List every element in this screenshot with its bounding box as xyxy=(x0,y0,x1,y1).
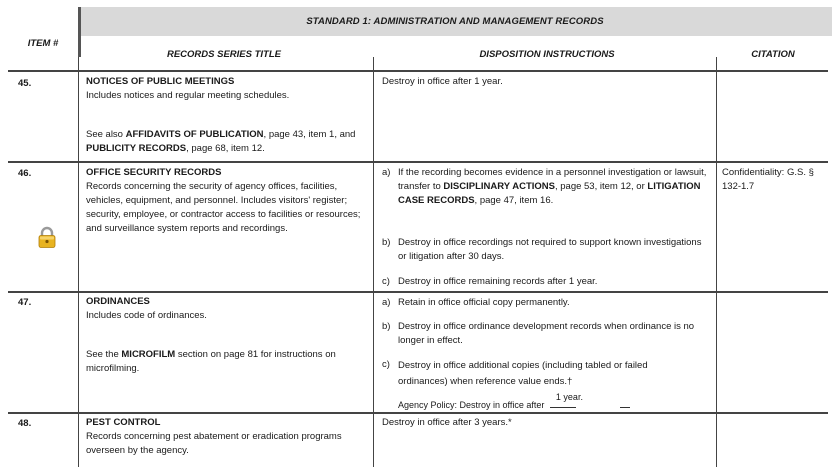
column-rule xyxy=(373,57,374,467)
disposition-item-a: a) Retain in office official copy permanently. xyxy=(382,297,570,308)
citation-cell-46: Confidentiality: G.S. § 132-1.7 xyxy=(722,167,814,192)
disposition-item-b: b) Destroy in office recordings not required to support known investigations or litigation after 30 days. xyxy=(382,237,702,262)
standard-title: STANDARD 1: ADMINISTRATION AND MANAGEMENT RECORDS xyxy=(306,16,604,27)
series-title: OFFICE SECURITY RECORDS xyxy=(86,167,222,178)
row-divider xyxy=(8,291,828,293)
agency-policy: Agency Policy: Destroy in office after 1 year. xyxy=(398,396,698,412)
item-number: 45. xyxy=(18,78,32,89)
lock-icon xyxy=(37,226,57,248)
disposition-cell-45: Destroy in office after 1 year. xyxy=(382,76,503,87)
series-title: PEST CONTROL xyxy=(86,417,161,428)
column-rule xyxy=(716,57,717,467)
series-title: ORDINANCES xyxy=(86,296,150,307)
citation-column-header: CITATION xyxy=(751,49,795,60)
microfilm-note: See the MICROFILM section on page 81 for instructions on microfilming. xyxy=(86,349,336,374)
series-column-header: RECORDS SERIES TITLE xyxy=(166,49,281,60)
series-description: Records concerning the security of agency offices, facilities, vehicles, equipment, and personnel. Includes visitors' register; security, employee, or contractor access to facilities or resources; and surveillance system reports and recordings. xyxy=(86,181,361,234)
series-cell-47 xyxy=(86,295,372,376)
row-divider xyxy=(8,161,828,163)
policy-blank-end xyxy=(620,396,630,408)
header-bottom-rule xyxy=(8,70,828,72)
disposition-cell-48: Destroy in office after 3 years.* xyxy=(382,417,512,428)
series-cell-48 xyxy=(86,416,372,458)
disposition-item-b: b) Destroy in office ordinance development records when ordinance is no longer in effect. xyxy=(382,321,695,346)
policy-blank: 1 year. xyxy=(550,396,576,408)
item-number: 46. xyxy=(18,168,32,179)
series-title: NOTICES OF PUBLIC MEETINGS xyxy=(86,76,235,87)
row-divider xyxy=(8,412,828,414)
series-description: Includes notices and regular meeting schedules. xyxy=(86,90,290,101)
see-also-note: See also AFFIDAVITS OF PUBLICATION, page 43, item 1, and PUBLICITY RECORDS, page 68, item 12. xyxy=(86,129,356,154)
series-description: Includes code of ordinances. xyxy=(86,310,207,321)
series-cell-45 xyxy=(86,75,368,156)
series-description: Records concerning pest abatement or eradication programs overseen by the agency. xyxy=(86,431,342,456)
item-column-header: ITEM # xyxy=(27,38,59,49)
series-cell-46 xyxy=(86,166,372,236)
column-rule xyxy=(78,57,79,467)
disposition-item-c: c) Destroy in office additional copies (including tabled or failed ordinances) when reference value ends.† xyxy=(382,359,648,387)
disposition-column-header: DISPOSITION INSTRUCTIONS xyxy=(479,49,615,60)
item-number: 48. xyxy=(18,418,32,429)
disposition-item-c: c) Destroy in office remaining records after 1 year. xyxy=(382,276,598,287)
disposition-item-a: a) If the recording becomes evidence in a personnel investigation or lawsuit, transfer to DISCIPLINARY ACTIONS, page 53, item 12, or LITIGATION CASE RECORDS, page 47, item 16. xyxy=(382,167,707,206)
item-number: 47. xyxy=(18,297,32,308)
